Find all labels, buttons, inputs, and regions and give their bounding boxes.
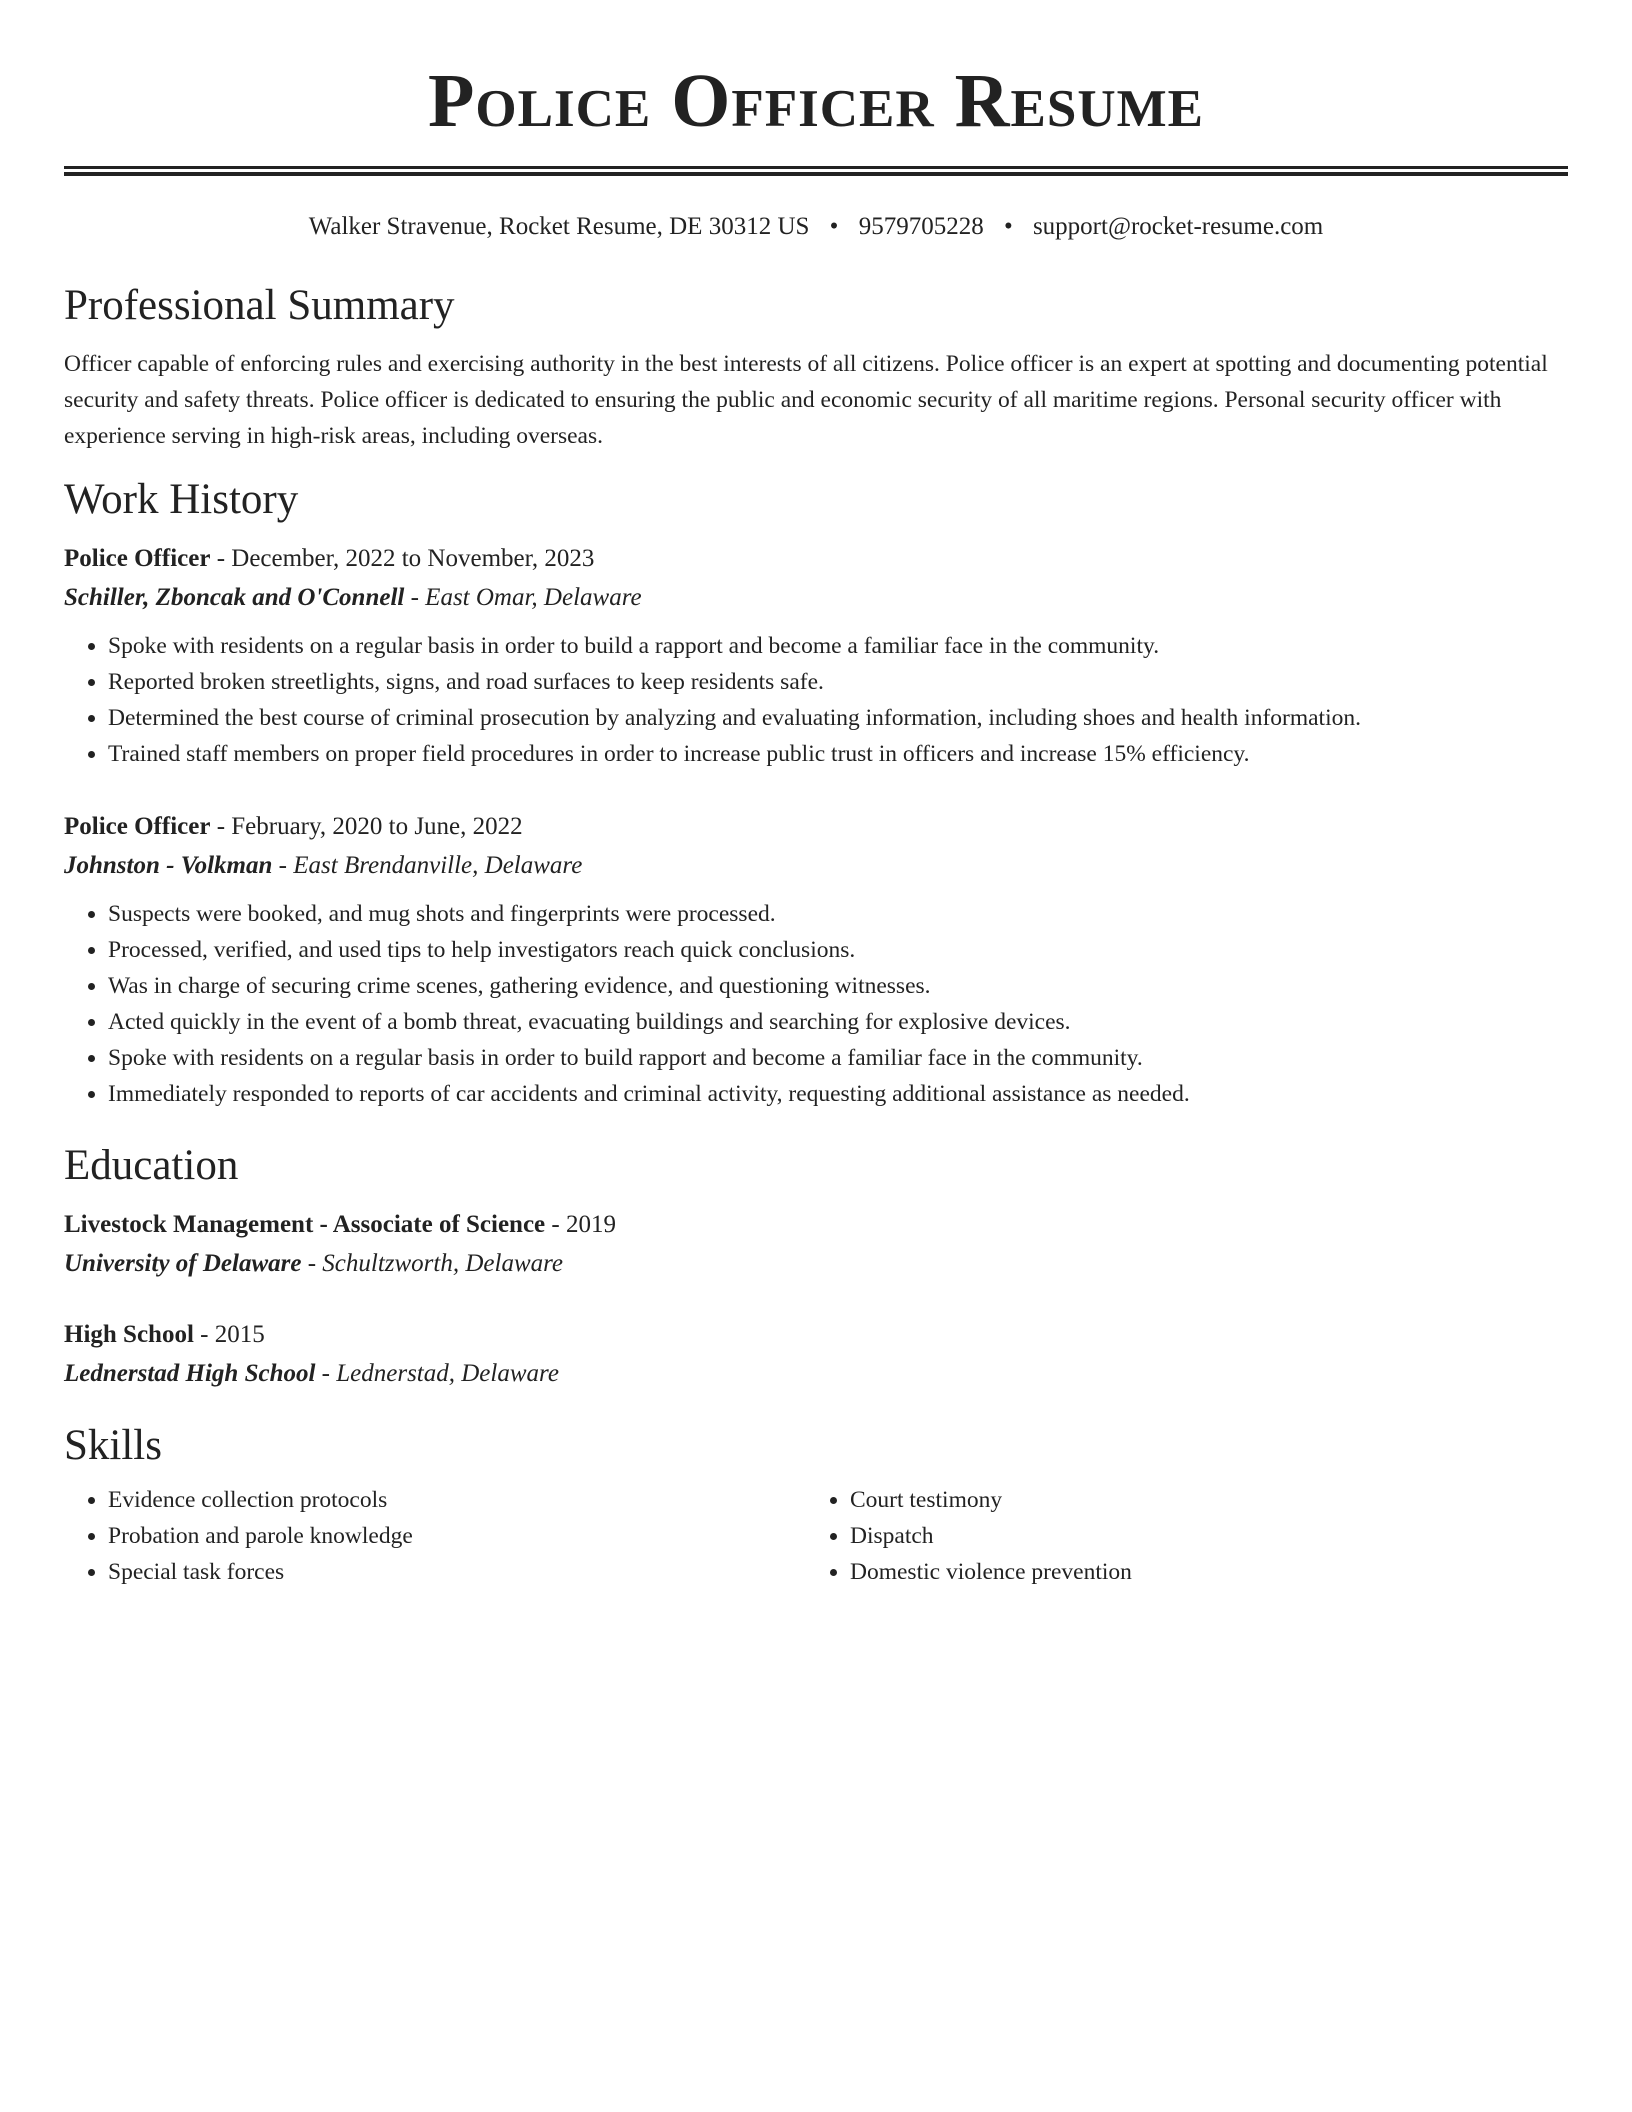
- skill-item: • Dispatch: [850, 1518, 1548, 1554]
- job-duty: • Reported broken streetlights, signs, and road surfaces to keep residents safe.: [108, 664, 1568, 700]
- job-duty: • Determined the best course of criminal prosecution by analyzing and evaluating information, including shoes and health information.: [108, 700, 1568, 736]
- job-title-line: [64, 540, 1568, 578]
- skills-heading: Skills: [64, 1422, 162, 1469]
- skills-list-left: [64, 1482, 806, 1590]
- skill-item: • Domestic violence prevention: [850, 1554, 1548, 1590]
- job-dates: - December, 2022 to November, 2023: [210, 545, 595, 572]
- education-degree: High School: [64, 1321, 194, 1348]
- summary-text: Officer capable of enforcing rules and exercising authority in the best interests of all citizens. Police officer is an expert at spotting and documenting potential security and safety threats. Police officer is dedicated to ensuring the public and economic security of all maritime regions. Personal security officer with experience serving in high-risk areas, including overseas.: [64, 351, 1548, 449]
- skill-item: • Special task forces: [108, 1554, 806, 1590]
- job-entry: [64, 540, 1568, 772]
- job-employer-line: [64, 846, 1568, 886]
- job-title: Police Officer: [64, 545, 211, 572]
- job-location: - East Omar, Delaware: [404, 584, 642, 611]
- work-history-heading: Work History: [64, 476, 299, 523]
- contact-separator: •: [1003, 213, 1013, 240]
- job-dates: - February, 2020 to June, 2022: [210, 813, 523, 840]
- job-title: Police Officer: [64, 813, 211, 840]
- job-location: - East Brendanville, Delaware: [272, 852, 583, 879]
- job-duty: • Spoke with residents on a regular basis in order to build rapport and become a familiar face in the community.: [108, 1040, 1568, 1076]
- job-title-line: [64, 808, 1568, 846]
- job-duty: • Trained staff members on proper field procedures in order to increase public trust in officers and increase 15% efficiency.: [108, 736, 1568, 772]
- job-duty: • Spoke with residents on a regular basis in order to build a rapport and become a familiar face in the community.: [108, 628, 1568, 664]
- skills-columns: [64, 1482, 1568, 1590]
- education-school-line: [64, 1354, 1568, 1394]
- education-year: - 2019: [545, 1211, 616, 1238]
- education-entry: [64, 1316, 1568, 1394]
- job-employer: Schiller, Zboncak and O'Connell: [64, 584, 405, 611]
- job-duties-list: [64, 628, 1568, 772]
- contact-address: Walker Stravenue, Rocket Resume, DE 30312 US: [308, 213, 810, 240]
- job-entry: [64, 808, 1568, 1112]
- education-school: Lednerstad High School: [64, 1360, 316, 1387]
- education-entry: [64, 1206, 1568, 1284]
- title-double-rule: [64, 166, 1568, 176]
- education-degree-line: [64, 1206, 1568, 1244]
- resume-content: [64, 0, 1568, 1590]
- contact-phone: 9579705228: [858, 213, 984, 240]
- education-degree-line: [64, 1316, 1568, 1354]
- education-school-line: [64, 1244, 1568, 1284]
- education-school: University of Delaware: [64, 1250, 302, 1277]
- education-location: - Lednerstad, Delaware: [315, 1360, 559, 1387]
- job-duty: • Processed, verified, and used tips to help investigators reach quick conclusions.: [108, 932, 1568, 968]
- education-heading: Education: [64, 1142, 239, 1189]
- skill-item: • Evidence collection protocols: [108, 1482, 806, 1518]
- job-duty: • Immediately responded to reports of car accidents and criminal activity, requesting additional assistance as needed.: [108, 1076, 1568, 1112]
- job-duties-list: [64, 896, 1568, 1112]
- skill-item: • Court testimony: [850, 1482, 1548, 1518]
- summary-heading: Professional Summary: [64, 282, 455, 329]
- job-duty: • Was in charge of securing crime scenes, gathering evidence, and questioning witnesses.: [108, 968, 1568, 1004]
- education-degree: Livestock Management - Associate of Science: [64, 1211, 546, 1238]
- skills-list-right: [806, 1482, 1548, 1590]
- job-employer-line: [64, 578, 1568, 618]
- job-duty: • Suspects were booked, and mug shots and fingerprints were processed.: [108, 896, 1568, 932]
- contact-separator: •: [829, 213, 839, 240]
- education-year: - 2015: [193, 1321, 265, 1348]
- job-employer: Johnston - Volkman: [64, 852, 273, 879]
- page-title: Police Officer Resume: [427, 59, 1204, 143]
- contact-email: support@rocket-resume.com: [1032, 213, 1324, 240]
- job-duty: • Acted quickly in the event of a bomb threat, evacuating buildings and searching for explosive devices.: [108, 1004, 1568, 1040]
- skill-item: • Probation and parole knowledge: [108, 1518, 806, 1554]
- education-location: - Schultzworth, Delaware: [301, 1250, 564, 1277]
- contact-line: [64, 210, 1568, 244]
